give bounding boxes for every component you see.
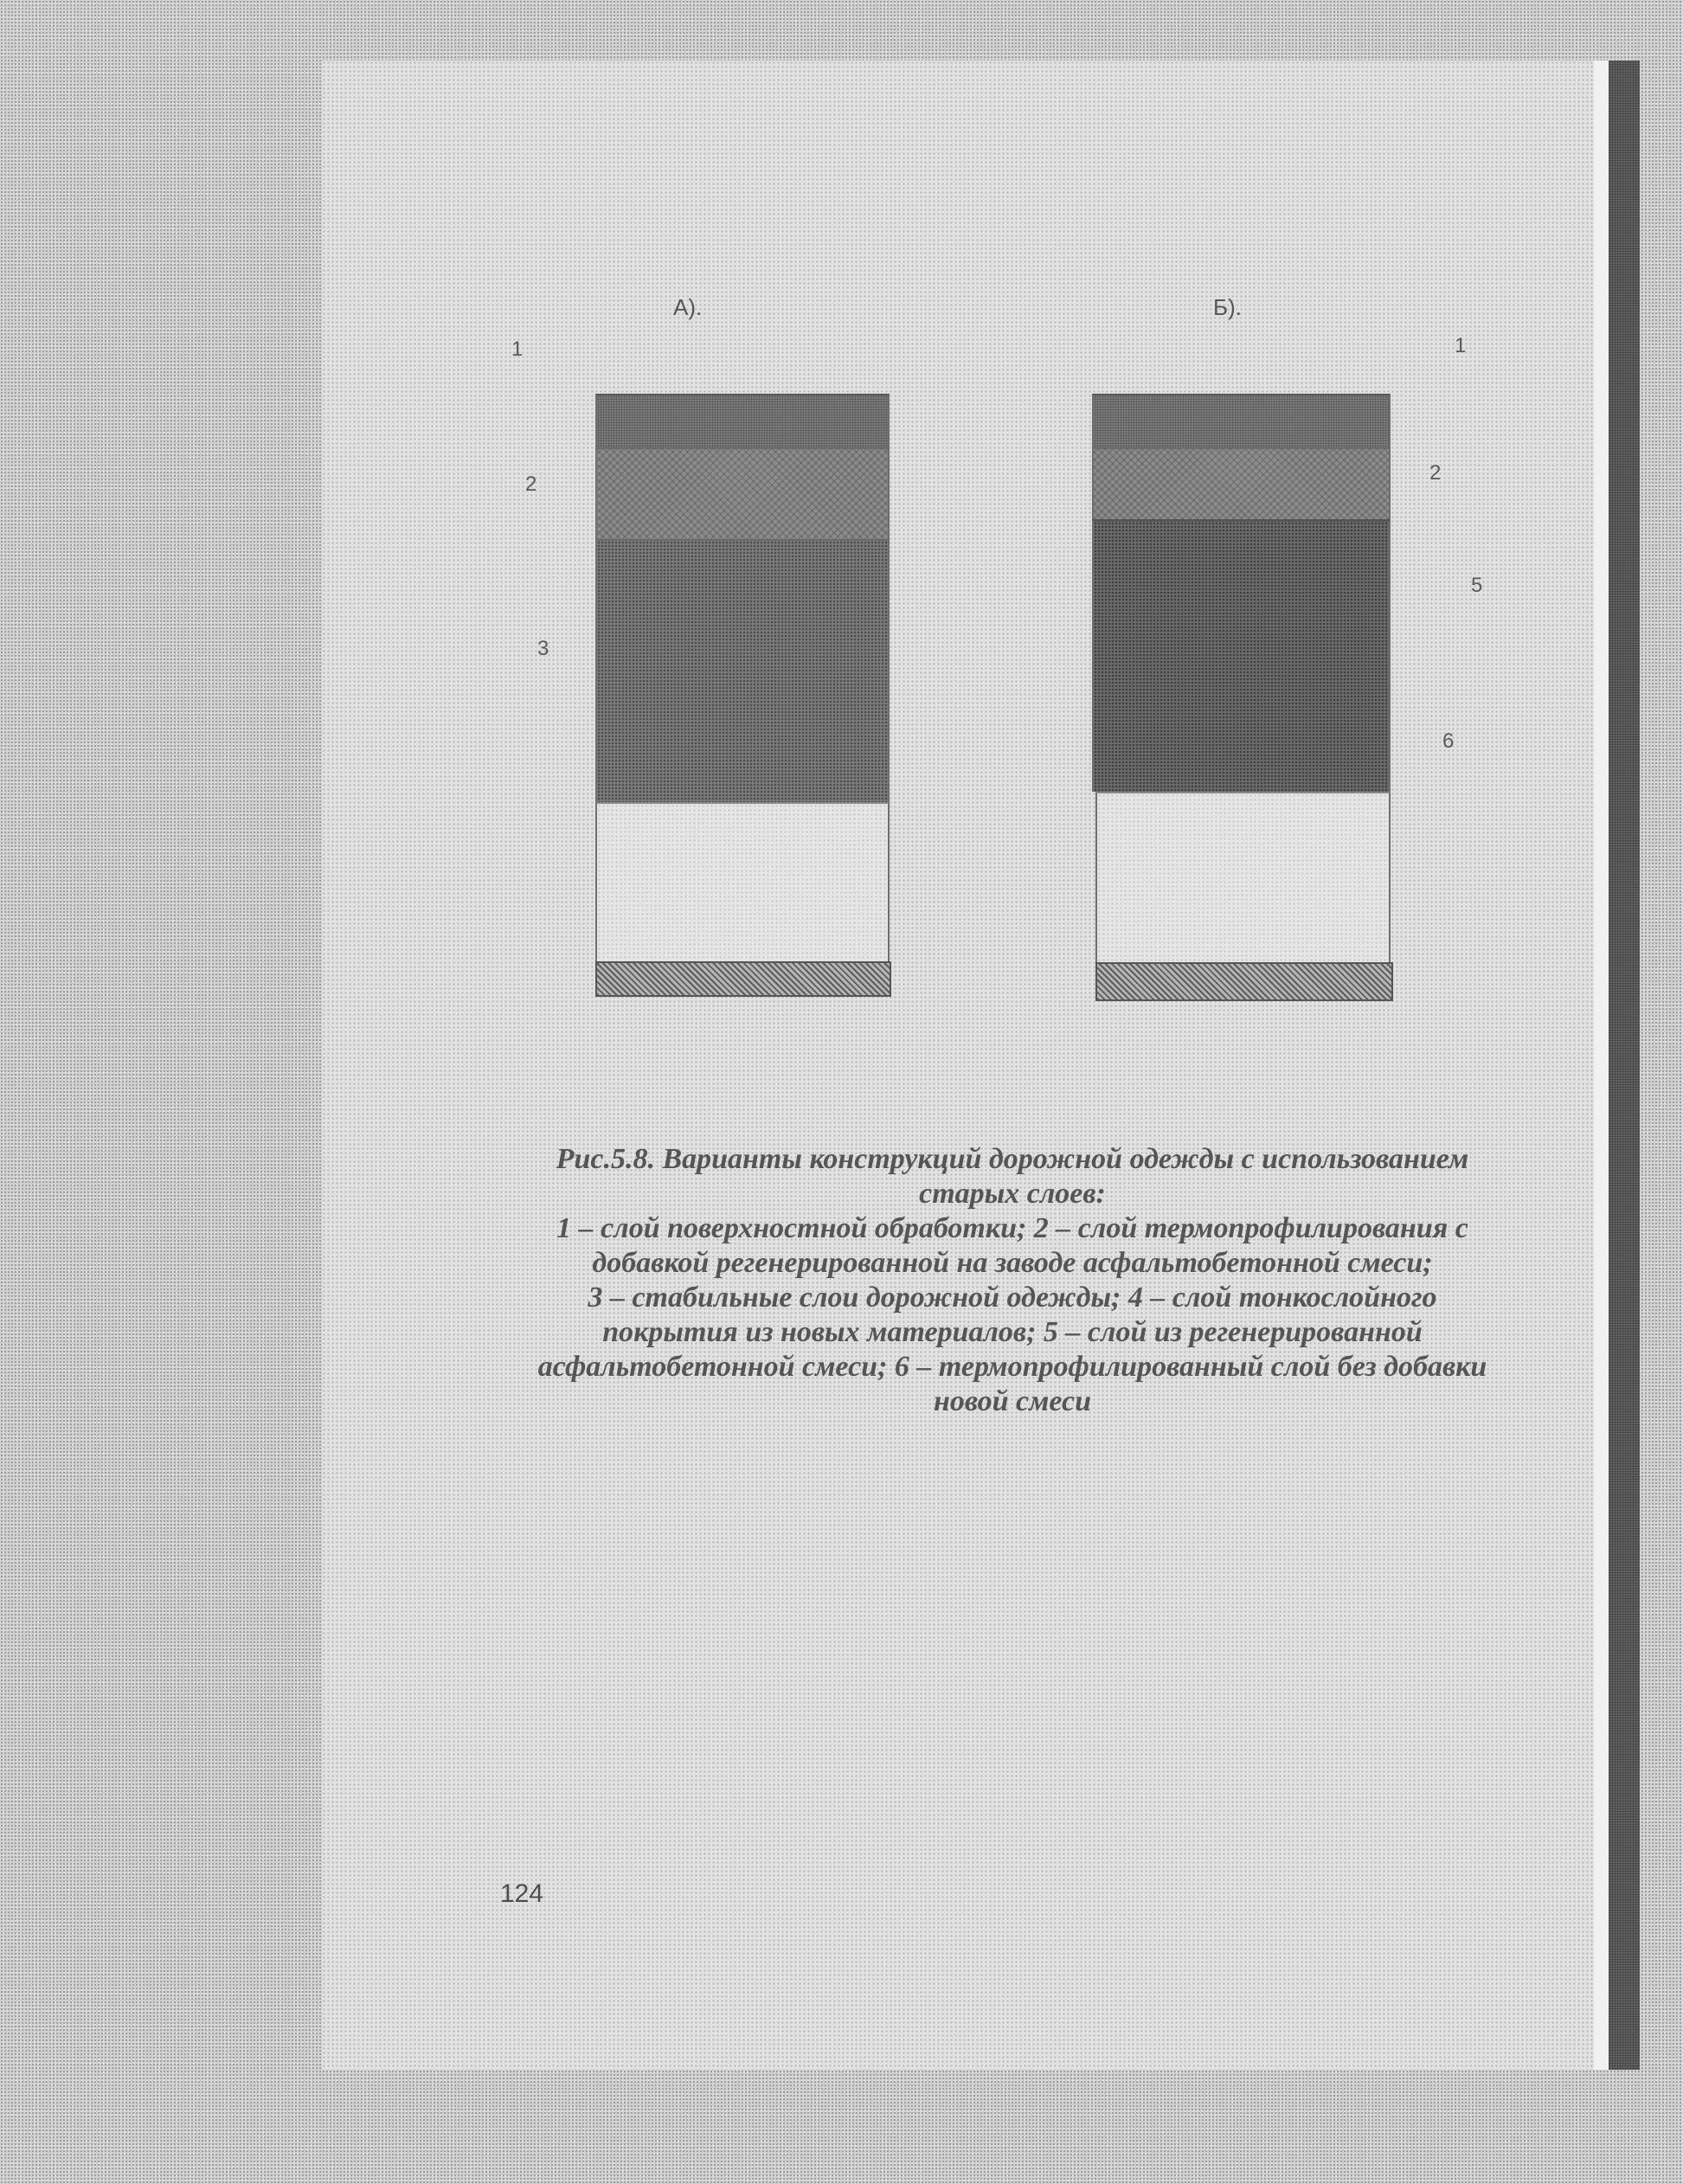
caption-line: асфальтобетонной смеси; 6 – термопрофилированный слой без добавки [537, 1351, 1487, 1383]
panel-b-base-hatch [1095, 962, 1393, 1001]
panel-a-layer-4-thin-new-surface [595, 802, 890, 961]
panel-b-layer-4-thin-new-surface [1095, 792, 1391, 962]
panel-a-label-1: 1 [511, 337, 524, 361]
caption-line: Рис.5.8. Варианты конструкций дорожной одежды с использованием [556, 1143, 1469, 1175]
panel-a-label-2: 2 [525, 472, 537, 496]
caption-line: 1 – слой поверхностной обработки; 2 – слой термопрофилирования с [556, 1212, 1468, 1244]
caption-line: новой смеси [933, 1385, 1092, 1417]
caption-line: покрытия из новых материалов; 5 – слой из регенерированной [602, 1316, 1423, 1348]
caption-line: старых слоев: [919, 1178, 1106, 1210]
panel-a-layer-1-surface-treatment [595, 394, 890, 447]
panel-a-label-3: 3 [537, 637, 549, 660]
panel-a-layer-2-thermoprofiling [595, 447, 890, 539]
page-right-margin [1594, 61, 1609, 2070]
document-page [322, 61, 1594, 2070]
panel-b-label-6: 6 [1442, 729, 1455, 753]
panel-b-label-5: 5 [1471, 574, 1483, 597]
panel-a-layer-3-stable-layers [595, 539, 890, 802]
page-number: 124 [500, 1879, 544, 1908]
panel-b-label-2: 2 [1429, 461, 1442, 485]
panel-b-layer-1-surface-treatment [1092, 394, 1391, 447]
caption-line: 3 – стабильные слои дорожной одежды; 4 – слой тонкослойного [588, 1281, 1437, 1314]
figure-caption [472, 1142, 1553, 1419]
scan-edge-shadow [1609, 61, 1640, 2070]
panel-a-base-hatch [595, 961, 891, 997]
caption-line: добавкой регенерированной на заводе асфальтобетонной смеси; [592, 1247, 1433, 1279]
panel-b-layer-5-6-regenerated [1092, 519, 1391, 792]
panel-b-title: Б). [1213, 294, 1242, 320]
panel-a-title: А). [673, 294, 703, 320]
panel-b-label-1: 1 [1455, 334, 1467, 357]
panel-b-layer-2-thermoprofiling [1092, 447, 1391, 519]
